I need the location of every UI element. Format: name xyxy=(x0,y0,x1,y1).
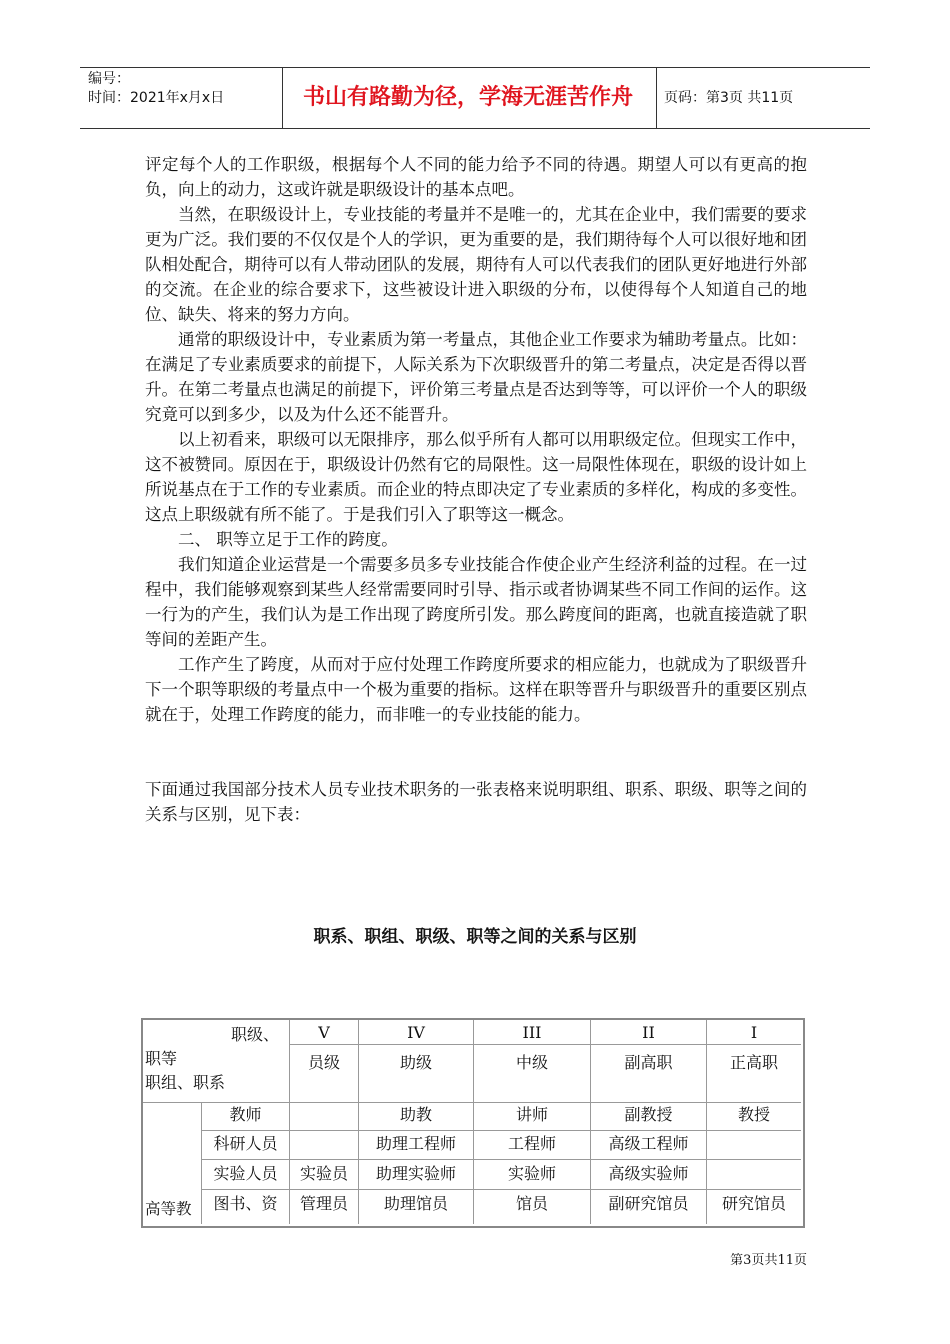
grade-name: 中级 xyxy=(515,1053,548,1072)
table-cell: 研究馆员 xyxy=(721,1194,786,1213)
grade-table xyxy=(141,1018,805,1228)
grade-numeral: II xyxy=(642,1023,655,1042)
paragraph: 工作产生了跨度，从而对于应付处理工作跨度所要求的相应能力，也就成为了职级晋升下一个职等职级的考量点中一个极为重要的指标。这样在职等晋升与职级晋升的重要区别点就在于，处理工作跨度的能力，而非唯一的专业技能的能力。 xyxy=(145,655,807,724)
table-cell: 副研究馆员 xyxy=(608,1194,689,1213)
series-label: 实验人员 xyxy=(213,1164,278,1183)
table-cell: 助教 xyxy=(399,1105,432,1124)
grade-numeral: IV xyxy=(407,1023,425,1042)
group-label: 高等教 xyxy=(145,1200,192,1218)
grade-name: 正高职 xyxy=(729,1053,778,1072)
grid-line xyxy=(201,1130,801,1131)
table-title: 职系、职组、职级、职等之间的关系与区别 xyxy=(313,927,637,947)
body-text xyxy=(145,152,807,827)
series-label: 图书、资 xyxy=(213,1194,278,1213)
table-cell: 副教授 xyxy=(624,1105,673,1124)
table-cell: 助理实验师 xyxy=(375,1164,456,1183)
header-motto: 书山有路勤为径，学海无涯苦作舟 xyxy=(302,85,633,110)
grid-line xyxy=(289,1044,801,1045)
table-cell: 管理员 xyxy=(299,1194,348,1213)
grade-numeral: III xyxy=(522,1023,542,1042)
table-cell: 实验员 xyxy=(299,1164,348,1183)
series-label: 科研人员 xyxy=(213,1134,278,1153)
grid-line xyxy=(201,1159,801,1160)
document-code: 编号： xyxy=(88,71,130,87)
grid-line xyxy=(201,1189,801,1190)
grade-name: 副高职 xyxy=(624,1053,673,1072)
table-cell: 助理工程师 xyxy=(375,1134,456,1153)
table-cell: 高级实验师 xyxy=(608,1164,689,1183)
document-time: 时间：2021年x月x日 xyxy=(88,90,225,106)
corner-label-group: 职组、职系 xyxy=(145,1073,226,1092)
header-page-info: 页码：第3页 共11页 xyxy=(664,90,794,106)
paragraph: 当然，在职级设计上，专业技能的考量并不是唯一的，尤其在企业中，我们需要的要求更为广泛。我们要的不仅仅是个人的学识，更为重要的是，我们期待每个人可以很好地和团队相处配合，期待可以有人带动团队的发展，期待有人可以代表我们的团队更好地进行外部的交流。在企业的综合要求下，这些被设计进入职级的分布，以使得每个人知道自己的地位、缺失、将来的努力方向。 xyxy=(145,205,807,324)
table-cell: 助理馆员 xyxy=(383,1194,448,1213)
corner-label-grade: 职级、 xyxy=(231,1025,280,1044)
table-cell: 实验师 xyxy=(507,1164,556,1183)
header-divider xyxy=(656,68,657,128)
series-label: 教师 xyxy=(229,1105,262,1124)
corner-label-rank: 职等 xyxy=(145,1049,178,1068)
paragraph: 下面通过我国部分技术人员专业技术职务的一张表格来说明职组、职系、职级、职等之间的关系与区别，见下表： xyxy=(145,780,807,824)
grade-numeral: V xyxy=(318,1023,330,1042)
grade-numeral: I xyxy=(750,1023,758,1042)
table-cell: 工程师 xyxy=(507,1134,556,1153)
paragraph: 我们知道企业运营是一个需要多员多专业技能合作使企业产生经济利益的过程。在一过程中，我们能够观察到某些人经常需要同时引导、指示或者协调某些不同工作间的运作。这一行为的产生，我们认为是工作出现了跨度所引发。那么跨度间的距离，也就直接造就了职等间的差距产生。 xyxy=(145,555,807,649)
table-cell: 馆员 xyxy=(515,1194,548,1213)
table-cell: 教授 xyxy=(737,1105,770,1124)
table-cell: 讲师 xyxy=(515,1105,548,1124)
table-cell: 高级工程师 xyxy=(608,1134,689,1153)
section-heading: 二、 职等立足于工作的跨度。 xyxy=(178,530,398,549)
header-meta xyxy=(88,68,278,130)
grade-name: 员级 xyxy=(307,1053,340,1072)
grid-line xyxy=(143,1102,801,1103)
page-footer: 第3页共11页 xyxy=(730,1253,807,1268)
grade-name: 助级 xyxy=(399,1053,432,1072)
paragraph: 评定每个人的工作职级，根据每个人不同的能力给予不同的待遇。期望人可以有更高的抱负，向上的动力，这或许就是职级设计的基本点吧。 xyxy=(145,155,807,199)
paragraph: 通常的职级设计中，专业素质为第一考量点，其他企业工作要求为辅助考量点。比如：在满足了专业素质要求的前提下，人际关系为下次职级晋升的第二考量点，决定是否得以晋升。在第二考量点也满足的前提下，评价第三考量点是否达到等等，可以评价一个人的职级究竟可以到多少，以及为什么还不能晋升。 xyxy=(145,330,807,424)
paragraph: 以上初看来，职级可以无限排序，那么似乎所有人都可以用职级定位。但现实工作中，这不被赞同。原因在于，职级设计仍然有它的局限性。这一局限性体现在，职级的设计如上所说基点在于工作的专业素质。而企业的特点即决定了专业素质的多样化，构成的多变性。这点上职级就有所不能了。于是我们引入了职等这一概念。 xyxy=(145,430,807,524)
header-divider xyxy=(282,68,283,128)
